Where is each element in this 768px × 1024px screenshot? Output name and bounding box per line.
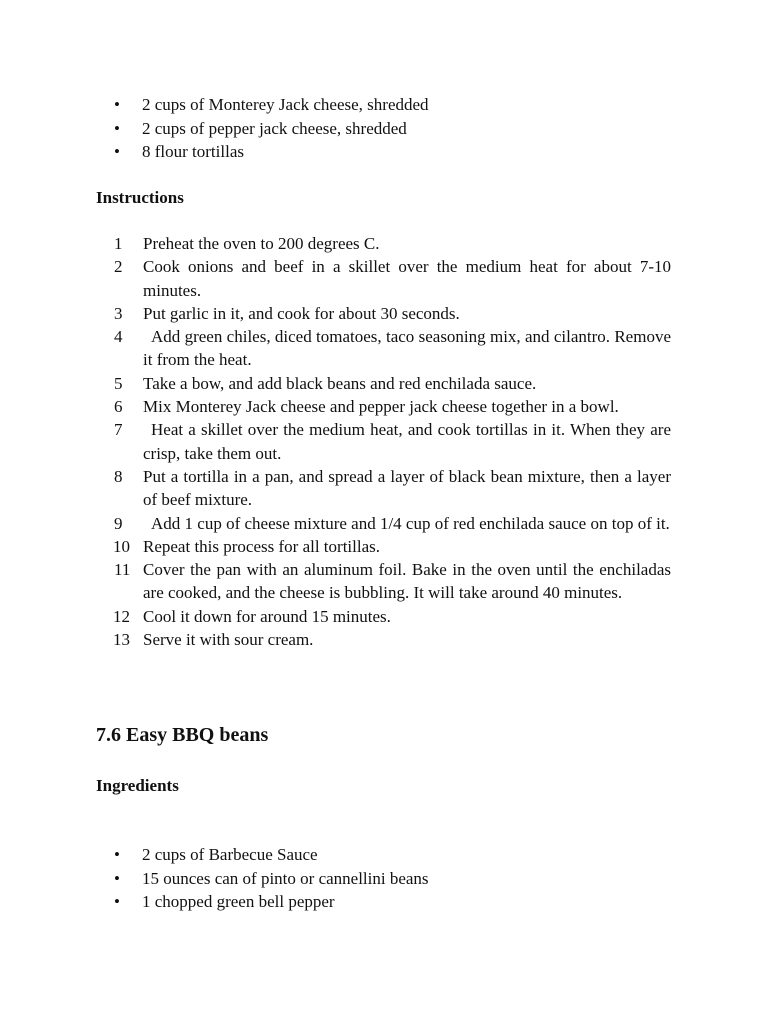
step-number: 5 [114, 373, 123, 393]
step-item [114, 605, 671, 628]
step-number: 7 [114, 420, 123, 440]
step-number: 11 [114, 560, 131, 580]
ingredient-text: 2 cups of Barbecue Sauce [142, 845, 318, 864]
instruction-steps [114, 232, 671, 651]
step-number: 10 [113, 536, 130, 556]
step-number: 9 [114, 513, 123, 533]
step-text: Take a bow, and add black beans and red enchilada sauce. [143, 373, 537, 393]
step-text: Add green chiles, diced tomatoes, taco seasoning mix, and cilantro. Remove it from the heat. [143, 327, 671, 370]
list-item [96, 117, 696, 141]
ingredient-text: 1 chopped green bell pepper [142, 892, 335, 911]
step-number: 12 [113, 606, 130, 626]
step-text: Cool it down for around 15 minutes. [143, 606, 391, 626]
step-number: 4 [114, 327, 123, 347]
step-number: 6 [114, 397, 123, 417]
step-number: 3 [114, 303, 123, 323]
instructions-heading: Instructions [96, 188, 184, 207]
step-text: Add 1 cup of cheese mixture and 1/4 cup of red enchilada sauce on top of it. [151, 513, 670, 533]
section-title: 7.6 Easy BBQ beans [96, 724, 269, 746]
step-item [114, 465, 671, 512]
step-number: 1 [114, 234, 123, 253]
list-item [96, 890, 696, 914]
step-text: Put a tortilla in a pan, and spread a layer of black bean mixture, then a layer of beef mixture. [143, 466, 671, 510]
ingredient-list-bbq [96, 843, 696, 914]
step-text: Cover the pan with an aluminum foil. Bake in the oven until the enchiladas are cooked, and the cheese is bubbling. It will take around 40 minutes. [143, 560, 671, 603]
step-item [114, 418, 671, 465]
step-number: 2 [114, 257, 123, 277]
step-item [114, 232, 671, 255]
step-text: Cook onions and beef in a skillet over the medium heat for about 7-10 minutes. [143, 257, 671, 300]
step-item [114, 558, 671, 605]
list-item [96, 867, 696, 891]
step-item [114, 395, 671, 418]
list-item [96, 93, 696, 117]
ingredient-text: 15 ounces can of pinto or cannellini beans [142, 868, 429, 888]
step-number: 13 [113, 630, 130, 650]
step-item [114, 302, 671, 325]
list-item [96, 140, 696, 164]
step-item [114, 512, 671, 535]
ingredient-text: 2 cups of Monterey Jack cheese, shredded [142, 95, 429, 114]
list-item [96, 843, 696, 867]
step-text: Put garlic in it, and cook for about 30 seconds. [143, 303, 460, 323]
step-text: Repeat this process for all tortillas. [143, 536, 380, 556]
step-text: Serve it with sour cream. [143, 630, 314, 650]
step-text: Preheat the oven to 200 degrees C. [143, 234, 380, 253]
ingredient-text: 8 flour tortillas [142, 142, 244, 161]
ingredient-text: 2 cups of pepper jack cheese, shredded [142, 118, 407, 138]
step-item [114, 372, 671, 395]
ingredient-list-cheese-tortillas [96, 93, 696, 164]
step-item [114, 325, 671, 372]
step-item [114, 255, 671, 302]
step-item [114, 535, 671, 558]
step-item [114, 628, 671, 651]
ingredients-heading: Ingredients [96, 776, 179, 795]
step-text: Heat a skillet over the medium heat, and cook tortillas in it. When they are crisp, take them out. [143, 420, 671, 463]
step-text: Mix Monterey Jack cheese and pepper jack cheese together in a bowl. [143, 397, 619, 417]
step-number: 8 [114, 466, 123, 486]
